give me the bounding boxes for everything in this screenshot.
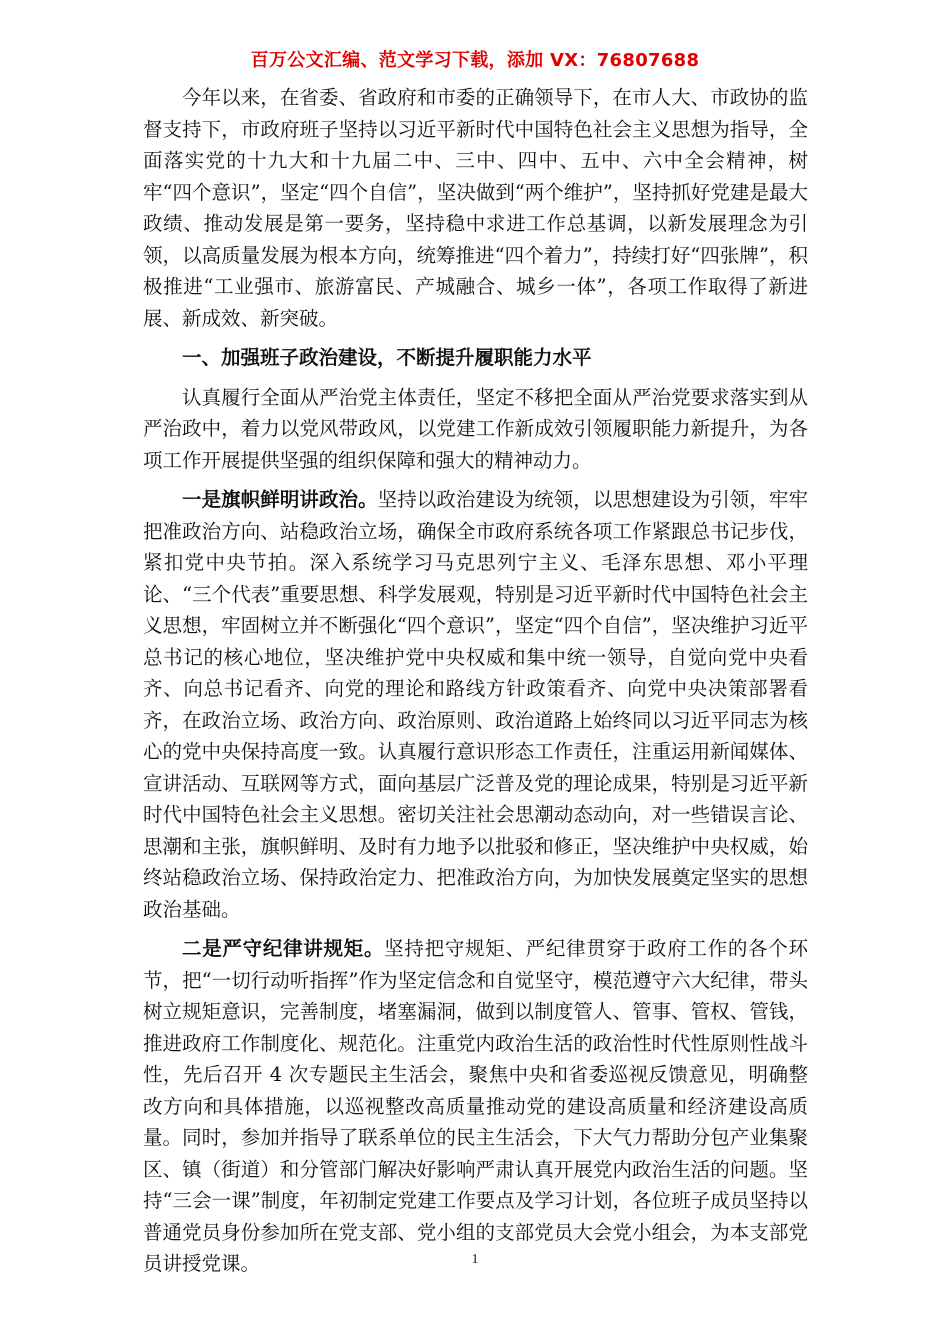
intro-paragraph: 今年以来，在省委、省政府和市委的正确领导下，在市人大、市政协的监督支持下，市政府班子坚持以习近平新时代中国特色社会主义思想为指导，全面落实党的十九大和十九届二中、三中、四中、五中、六中全会精神，树牢“四个意识”，坚定“四个自信”，坚决做到“两个维护”，坚持抓好党建是最大政绩、推动发展是第一要务，坚持稳中求进工作总基调，以新发展理念为引领，以高质量发展为根本方向，统筹推进“四个着力”，持续打好“四张牌”，积极推进“工业强市、旅游富民、产城融合、城乡一体”，各项工作取得了新进展、新成效、新突破。 xyxy=(143,86,808,330)
document-body xyxy=(143,82,808,1288)
paragraph-lead: 二是严守纪律讲规矩。 xyxy=(182,937,385,960)
page-number: 1 xyxy=(471,1252,479,1267)
watermark-banner: 百万公文汇编、范文学习下载，添加 VX：76807688 xyxy=(250,50,700,71)
paragraph-text: 坚持以政治建设为统领，以思想建设为引领，牢牢把准政治方向、站稳政治立场，确保全市政府系统各项工作紧跟总书记步伐，紧扣党中央节拍。深入系统学习马克思列宁主义、毛泽东思想、邓小平理论、“三个代表”重要思想、科学发展观，特别是习近平新时代中国特色社会主义思想，牢固树立并不断强化“四个意识”，坚定“四个自信”，坚决维护习近平总书记的核心地位，坚决维护党中央权威和集中统一领导，自觉向党中央看齐、向总书记看齐、向党的理论和路线方针政策看齐、向党中央决策部署看齐，在政治立场、政治方向、政治原则、政治道路上始终同以习近平同志为核心的党中央保持高度一致。认真履行意识形态工作责任，注重运用新闻媒体、宣讲活动、互联网等方式，面向基层广泛普及党的理论成果，特别是习近平新时代中国特色社会主义思想。密切关注社会思潮动态动向，对一些错误言论、思潮和主张，旗帜鲜明、及时有力地予以批驳和修正，坚决维护中央权威，始终站稳政治立场、保持政治定力、把准政治方向，为加快发展奠定坚实的思想政治基础。 xyxy=(143,488,808,921)
paragraph-lead: 一是旗帜鲜明讲政治。 xyxy=(182,488,378,511)
paragraph-text: 坚持把守规矩、严纪律贯穿于政府工作的各个环节，把“一切行动听指挥”作为坚定信念和自觉坚守，模范遵守六大纪律，带头树立规矩意识，完善制度，堵塞漏洞，做到以制度管人、管事、管权、管钱，推进政府工作制度化、规范化。注重党内政治生活的政治性时代性原则性战斗性，先后召开 4 次专题民主生活会，聚焦中央和省委巡视反馈意见，明确整改方向和具体措施，以巡视整改高质量推动党的建设高质量和经济建设高质量。同时，参加并指导了联系单位的民主生活会，下大气力帮助分包产业集聚区、镇（街道）和分管部门解决好影响严肃认真开展党内政治生活的问题。坚持“三会一课”制度，年初制定党建工作要点及学习计划，各位班子成员坚持以普通党员身份参加所在党支部、党小组的支部党员大会党小组会，为本支部党员讲授党课。 xyxy=(143,937,808,1275)
paragraph-discipline xyxy=(143,933,808,1280)
section-intro-paragraph: 认真履行全面从严治党主体责任，坚定不移把全面从严治党要求落实到从严治政中，着力以党风带政风，以党建工作新成效引领履职能力新提升，为各项工作开展提供坚强的组织保障和强大的精神动力。 xyxy=(143,385,808,472)
section-heading: 一、加强班子政治建设，不断提升履职能力水平 xyxy=(182,346,592,369)
paragraph-politics xyxy=(143,484,808,925)
